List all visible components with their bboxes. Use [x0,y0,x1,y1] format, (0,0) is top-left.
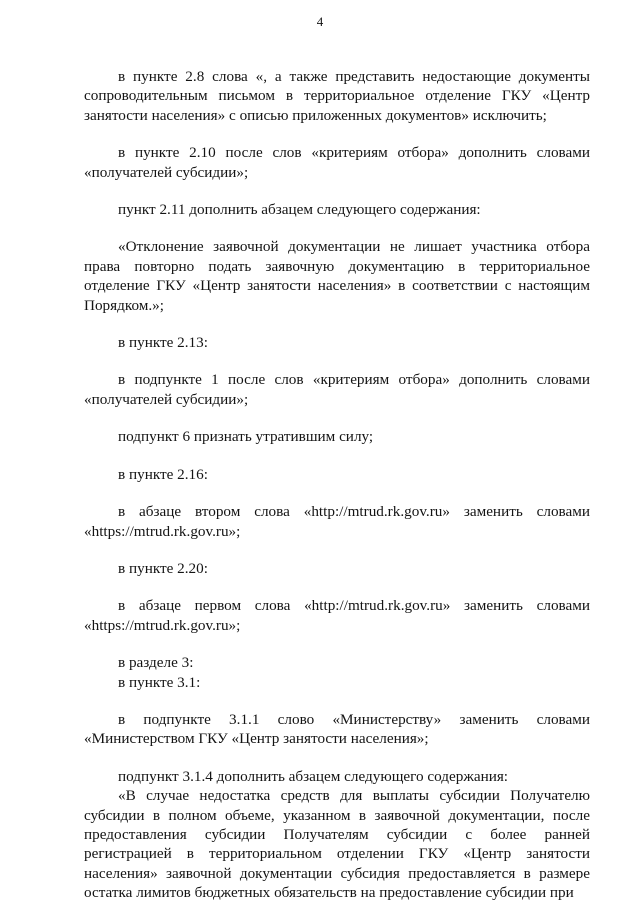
document-body [84,67,590,903]
page-number: 4 [316,14,324,29]
paragraph-2-11-quote: «Отклонение заявочной документации не лишает участника отбора права повторно подать заявочную документацию в территориальное отделение ГКУ «Центр занятости населения» в соответствии с настоящим Порядком.»; [84,238,590,314]
paragraph-3-1-1: в подпункте 3.1.1 слово «Министерству» заменить словами «Министерством ГКУ «Центр занятости населения»; [84,710,590,748]
paragraph-2-16: в пункте 2.16: [118,465,208,483]
paragraph-3-1: в пункте 3.1: [118,673,201,691]
paragraph-2-13-sub-6: подпункт 6 признать утратившим силу; [118,428,374,446]
paragraph-2-11: пункт 2.11 дополнить абзацем следующего содержания: [118,201,481,219]
paragraph-2-10: в пункте 2.10 после слов «критериям отбора» дополнить словами «получателей субсидии»; [84,144,590,181]
paragraph-2-16-body: в абзаце втором слова «http://mtrud.rk.gov.ru» заменить словами «https://mtrud.rk.gov.ru»; [84,503,590,540]
paragraph-2-13-sub-1: в подпункте 1 после слов «критериям отбора» дополнить словами «получателей субсидии»; [84,371,590,408]
paragraph-2-20: в пункте 2.20: [118,559,208,577]
paragraph-3-1-4: подпункт 3.1.4 дополнить абзацем следующего содержания: [118,767,509,785]
paragraph-2-13: в пункте 2.13: [118,334,208,352]
paragraph-2-20-body: в абзаце первом слова «http://mtrud.rk.gov.ru» заменить словами «https://mtrud.rk.gov.ru»; [84,597,590,634]
paragraph-section-3: в разделе 3: [118,654,194,672]
paragraph-3-1-4-quote: «В случае недостатка средств для выплаты субсидии Получателю субсидии в полном объеме, указанном в заявочной документации, после предоставления субсидии Получателям субсидии с более ранней регистрацией в территориальном отделении ГКУ «Центр занятости населения» заявочной документации субсидия предоставляется в размере остатка лимитов бюджетных обязательств на предоставление субсидии при [84,787,590,902]
paragraph-2-8: в пункте 2.8 слова «, а также представить недостающие документы сопроводительным письмом в территориальное отделение ГКУ «Центр занятости населения» с описью приложенных документов» исключить; [84,68,590,124]
